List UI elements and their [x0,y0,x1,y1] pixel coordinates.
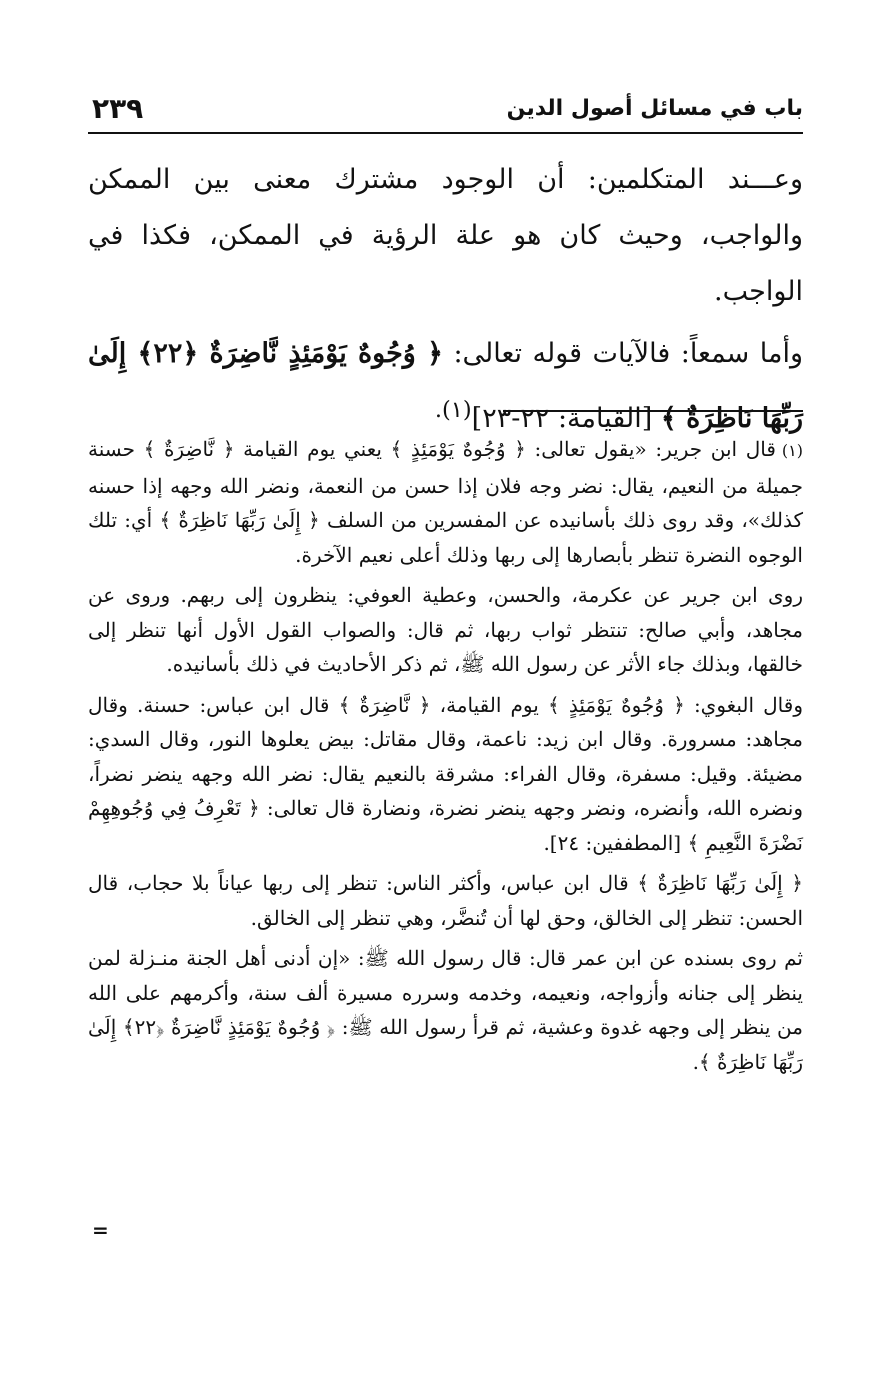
footnote-ref: (١). [434,397,472,423]
paragraph-mutakallimin: وعـــند المتكلمين: أن الوجود مشترك معنى بين الممكن والواجب، وحيث كان هو علة الرؤية في الممكن، فكذا في الواجب. [88,164,803,307]
footnote-paragraph [88,432,803,572]
paragraph-sam-an [88,326,803,447]
footnote-paragraph: ﴿ إِلَىٰ رَبِّهَا نَاظِرَةٌ ﴾ قال ابن عباس، وأكثر الناس: تنظر إلى ربها عياناً بلا حجاب، قال الحسن: تنظر إلى الخالق، وحق لها أن تُنضَّر، وهي تنظر إلى الخالق. [88,871,803,930]
footnote-paragraph: ثم روى بسنده عن ابن عمر قال: قال رسول الله ﷺ: «إن أدنى أهل الجنة منـزلة لمن ينظر إلى جنانه وأزواجه، ونعيمه، وخدمه وسرره مسيرة ألف سنة، وأكرمهم على الله من ينظر إلى وجهه غدوة وعشية، ثم قرأ رسول الله ﷺ: ﴿ وُجُوهٌ يَوْمَئِذٍ نَّاضِرَةٌ ﴿٢٢﴾ إِلَىٰ رَبِّهَا نَاظِرَةٌ ﴾. [88,946,803,1074]
running-title: باب في مسائل أصول الدين [506,96,803,121]
footnote-separator [503,410,803,412]
footnote-marker: (١) [781,441,803,460]
quran-verse: ﴿ وُجُوهٌ يَوْمَئِذٍ نَّاضِرَةٌ ﴿٢٢﴾ إِلَىٰ رَبِّهَا نَاظِرَةٌ ﴾ [88,338,803,434]
footnote-paragraph: وقال البغوي: ﴿ وُجُوهٌ يَوْمَئِذٍ ﴾ يوم القيامة، ﴿ نَّاضِرَةٌ ﴾ قال ابن عباس: حسنة. وقال مجاهد: مسرورة. وقال ابن زيد: ناعمة، وقال مقاتل: بيض يعلوها النور، وقال السدي: مضيئة. وقيل: مسفرة، وقال الفراء: مشرقة بالنعيم يقال: نضر الله وجهه ينضر نضراً، ونضره الله، وأنضره، ونضر وجهه ينضر نضرة، ونضارة قال تعالى: ﴿ تَعْرِفُ فِي وُجُوهِهِمْ نَضْرَةَ النَّعِيمِ ﴾ [المطففين: ٢٤]. [88,692,803,855]
paragraph-intro: وأما سمعاً: فالآيات قوله تعالى: [453,338,804,369]
page-number: ٢٣٩ [92,92,144,125]
footnotes [88,432,803,1085]
footnote-paragraph: روى ابن جرير عن عكرمة، والحسن، وعطية العوفي: ينظرون إلى ربهم. وروى عن مجاهد، وأبي صالح: تنتظر ثواب ربها، ثم قال: والصواب القول الأول أنها تنظر إلى خالقها، وبذلك جاء الأثر عن رسول الله ﷺ، ثم ذكر الأحاديث في ذلك بأسانيده. [88,583,803,676]
page-header [88,92,803,134]
main-text [88,152,803,447]
continuation-mark: = [92,1218,109,1242]
footnote-text: قال ابن جرير: «يقول تعالى: ﴿ وُجُوهٌ يَوْمَئِذٍ ﴾ يعني يوم القيامة ﴿ نَّاضِرَةٌ ﴾ حسنة جميلة من النعيم، يقال: نضر وجه فلان إذا حسن من النعمة، ونضر الله وجهه إذا حسنه كذلك»، وقد روى ذلك بأسانيده عن المفسرين من السلف ﴿ إِلَىٰ رَبِّهَا نَاظِرَةٌ ﴾ أي: تلك الوجوه النضرة تنظر بأبصارها إلى ربها وذلك أعلى نعيم الآخرة. [88,437,803,567]
verse-reference: [القيامة: ٢٢-٢٣] [471,403,653,434]
